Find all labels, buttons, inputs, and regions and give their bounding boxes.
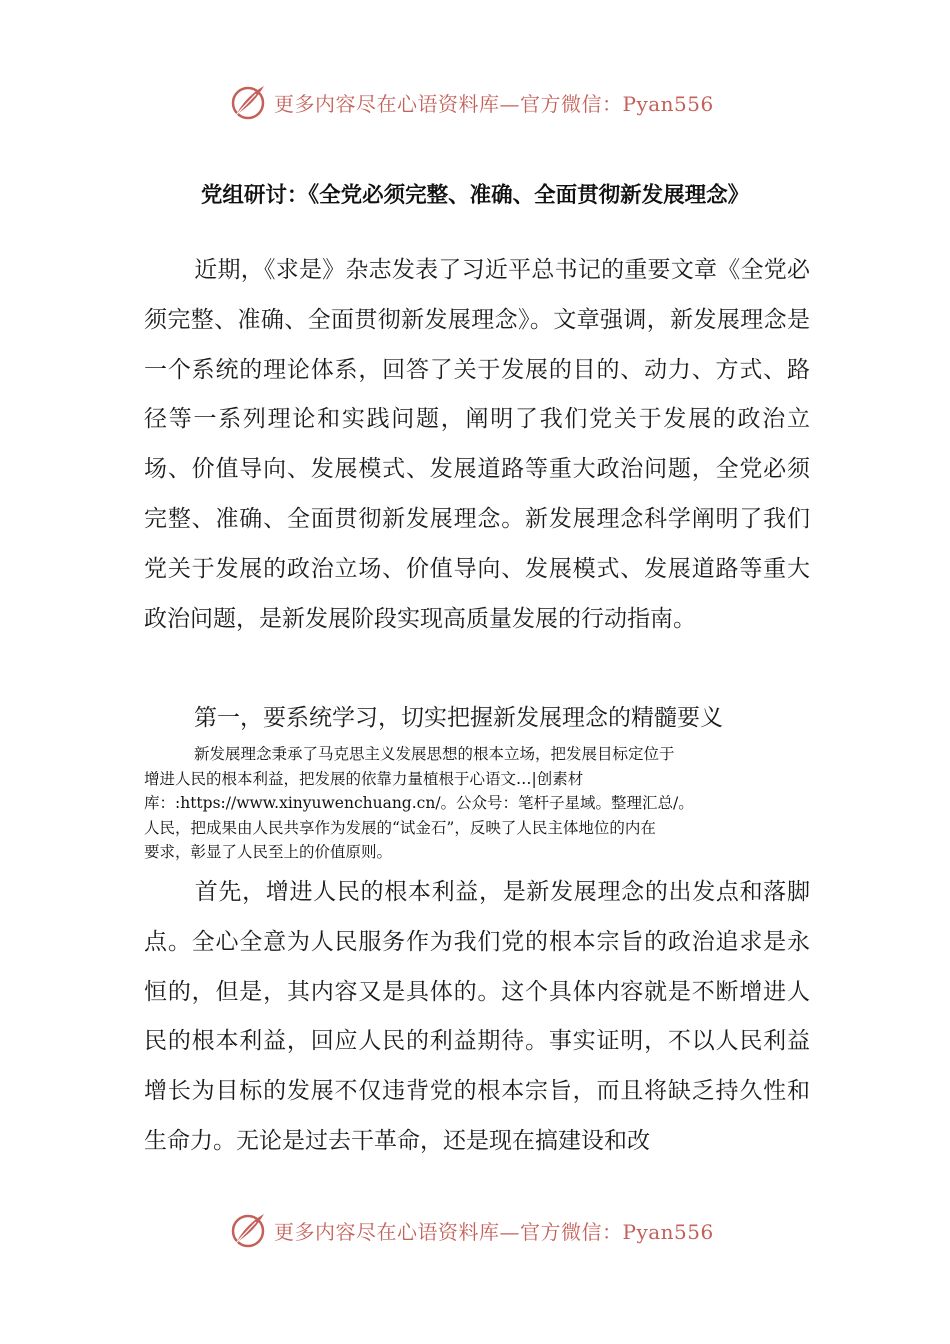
small-text-line: 新发展理念秉承了马克思主义发展思想的根本立场，把发展目标定位于 [194, 745, 675, 763]
section-heading-1: 第一，要系统学习，切实把握新发展理念的精髓要义 [194, 705, 723, 731]
paragraph-people-interest [144, 868, 810, 1167]
small-text-block [144, 742, 810, 865]
header-banner [228, 80, 748, 124]
small-text-line: 要求，彰显了人民至上的价值原则。 [144, 843, 393, 862]
small-text-line: 人民，把成果由人民共享作为发展的“试金石”，反映了人民主体地位的内在 [144, 818, 656, 837]
paragraph-people-interest-text: 首先，增进人民的根本利益，是新发展理念的出发点和落脚点。全心全意为人民服务作为我们党的根本宗旨的政治追求是永恒的，但是，其内容又是具体的。这个具体内容就是不断增进人民的根本利益，回应人民的利益期待。事实证明，不以人民利益增长为目标的发展不仅违背党的根本宗旨，而且将缺乏持久性和生命力。无论是过去干革命，还是现在搞建设和改 [144, 879, 810, 1154]
document-title: 党组研讨：《全党必须完整、准确、全面贯彻新发展理念》 [200, 183, 750, 208]
footer-banner [228, 1208, 748, 1252]
header-banner-text: 更多内容尽在心语资料库—官方微信：Pyan556 [274, 91, 714, 116]
small-text-line: 增进人民的根本利益，把发展的依靠力量植根于心语文…|创素材 [144, 769, 584, 788]
paragraph-intro-text: 近期，《求是》杂志发表了习近平总书记的重要文章《全党必须完整、准确、全面贯彻新发展理念》。文章强调，新发展理念是一个系统的理论体系，回答了关于发展的目的、动力、方式、路径等一系列理论和实践问题，阐明了我们党关于发展的政治立场、价值导向、发展模式、发展道路等重大政治问题，全党必须完整、准确、全面贯彻新发展理念。新发展理念科学阐明了我们党关于发展的政治立场、价值导向、发展模式、发展道路等重大政治问题，是新发展阶段实现高质量发展的行动指南。 [144, 257, 810, 632]
quill-pen-logo-icon [228, 1210, 268, 1250]
paragraph-intro [144, 246, 810, 644]
small-text-line: 库：:https://www.xinyuwenchuang.cn/。公众号：笔杆子星域。整理汇总/。 [144, 794, 694, 813]
quill-pen-logo-icon [228, 82, 268, 122]
footer-banner-text: 更多内容尽在心语资料库—官方微信：Pyan556 [274, 1219, 714, 1244]
